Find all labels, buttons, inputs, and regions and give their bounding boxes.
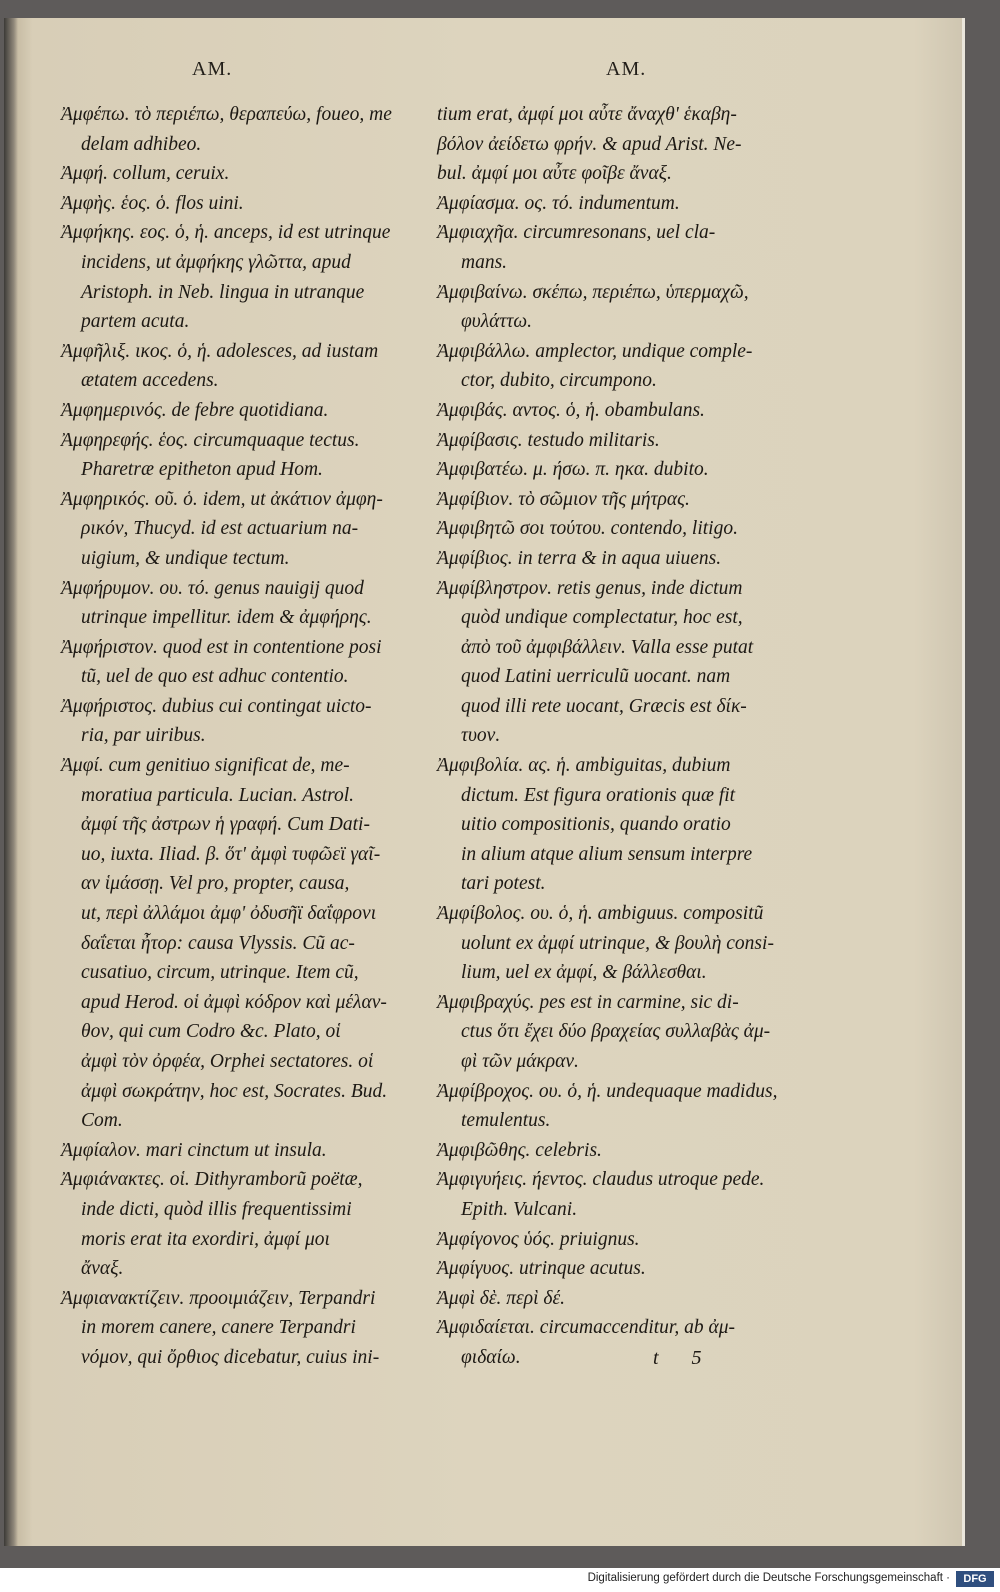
text-line: Ἀμφιβολία. ας. ἡ. ambiguitas, dubium <box>437 755 731 777</box>
text-line: Ἀμφί. cum genitiuo significat de, me- <box>61 755 350 777</box>
text-line: quod Latini uerriculũ uocant. nam <box>461 666 731 688</box>
text-line: ἀμφὶ τὸν ὀρφέα, Orphei sectatores. οἱ <box>81 1051 374 1072</box>
text-line: ut, περὶ ἀλλάμοι ἀμφ' ὀδυσῆϊ δαΐφρονι <box>81 903 377 925</box>
text-line: uo, iuxta. Iliad. β. ὅτ' ἀμφὶ τυφῶεϊ γαῖ- <box>81 843 381 865</box>
text-line: uigium, & undique tectum. <box>81 547 290 569</box>
text-line: Ἀμφηρεφής. ἑος. circumquaque tectus. <box>61 429 360 451</box>
text-line: δαΐεται ἦτορ: causa Vlyssis. Cũ ac- <box>81 932 355 954</box>
text-line: Ἀμφιάνακτες. οἱ. Dithyramborũ poëtæ, <box>61 1169 363 1191</box>
funding-notice: Digitalisierung gefördert durch die Deutsche Forschungsgemeinschaft · <box>587 1572 950 1584</box>
text-line: Ἀμφή. collum, ceruix. <box>61 163 230 185</box>
text-line: νόμον, qui ὄρθιος dicebatur, cuius ini- <box>81 1346 380 1368</box>
text-line: Ἀμφιβάς. αντος. ὁ, ἡ. obambulans. <box>437 399 705 421</box>
text-line: temulentus. <box>461 1110 551 1132</box>
text-line: lium, uel ex ἀμφί, & βάλλεσθαι. <box>461 962 707 984</box>
text-line: Ἀμφέπω. τὸ περιέπω, θεραπεύω, foueo, me <box>61 104 392 125</box>
text-line: in morem canere, canere Terpandri <box>81 1317 356 1339</box>
text-line: Ἀμφιβάλλω. amplector, undique comple- <box>437 340 753 362</box>
text-line: ἄναξ. <box>81 1258 124 1280</box>
text-line: Ἀμφιγυήεις. ήεντος. claudus utroque pede. <box>437 1169 765 1191</box>
text-line: partem acuta. <box>81 311 190 333</box>
text-line: Ἀμφήριστον. quod est in contentione posi <box>61 636 382 658</box>
right-column <box>437 100 777 1373</box>
text-line: Ἀμφιαχῆα. circumresonans, uel cla- <box>437 222 716 244</box>
text-line: Ἀμφιανακτίζειν. προοιμιάζειν, Terpandri <box>61 1287 376 1309</box>
text-line: Ἀμφιβατέω. μ. ήσω. π. ηκα. dubito. <box>437 459 709 481</box>
text-line: Epith. Vulcani. <box>461 1198 578 1220</box>
text-line: ρικόν, Thucyd. id est actuarium na- <box>81 518 359 540</box>
text-line: Ἀμφίβιος. in terra & in aqua uiuens. <box>437 547 722 569</box>
text-line: θον, qui cum Codro &c. Plato, οἱ <box>81 1021 341 1043</box>
text-line: ἀμφὶ σωκράτην, hoc est, Socrates. Bud. <box>81 1080 388 1102</box>
text-line: φυλάττω. <box>461 311 533 333</box>
text-line: uolunt ex ἀμφί utrinque, & βουλὴ consi- <box>461 932 774 954</box>
footer-bar <box>0 1568 1000 1592</box>
text-line: ἀμφί τῆς ἀστρων ἡ γραφή. Cum Dati- <box>81 814 370 836</box>
text-line: dictum. Est figura orationis quæ fit <box>461 784 736 806</box>
text-line: αν ἱμάσσῃ. Vel pro, propter, causa, <box>81 873 350 895</box>
text-line: Ἀμφιβῶθης. celebris. <box>437 1139 602 1161</box>
text-line: Ἀμφίβιον. τὸ σῶμιον τῆς μήτρας. <box>437 488 690 510</box>
text-line: Ἀμφίβασις. testudo militaris. <box>437 429 660 451</box>
text-line: Ἀμφίγυος. utrinque acutus. <box>437 1258 646 1280</box>
text-line: quòd undique complectatur, hoc est, <box>461 607 743 629</box>
text-line: Ἀμφίβροχος. ου. ὁ, ἡ. undequaque madidus, <box>437 1080 778 1102</box>
text-line: φὶ τῶν μάκραν. <box>461 1051 579 1072</box>
text-line: Ἀμφηρικός. οῦ. ὁ. idem, ut ἀκάτιον ἀμφη- <box>61 488 383 510</box>
text-line: Ἀμφὶ δὲ. περὶ δέ. <box>437 1287 566 1309</box>
text-line: apud Herod. οἱ ἀμφὶ κόδρον καὶ μέλαν- <box>81 991 387 1013</box>
text-line: Ἀμφίβολος. ου. ὁ, ἡ. ambiguus. compositũ <box>437 903 764 925</box>
text-line: Ἀμφιδαίεται. circumaccenditur, ab ἀμ- <box>437 1317 735 1339</box>
text-line: inde dicti, quòd illis frequentissimi <box>81 1198 352 1220</box>
text-line: Ἀμφημερινός. de febre quotidiana. <box>61 399 329 421</box>
text-line: Ἀμφήριστος. dubius cui contingat uicto- <box>61 695 372 717</box>
signature-mark: t 5 <box>653 1347 716 1369</box>
text-line: incidens, ut ἀμφήκης γλῶττα, apud <box>81 251 351 273</box>
page-gutter <box>4 18 18 1546</box>
text-line: Ἀμφήκης. εος. ὁ, ἡ. anceps, id est utrinque <box>61 222 391 244</box>
text-line: φιδαίω. <box>461 1346 521 1368</box>
text-line: Ἀμφιβαίνω. σκέπω, περιέπω, ὑπερμαχῶ, <box>437 281 749 303</box>
text-line: in alium atque alium sensum interpre <box>461 843 753 865</box>
text-line: Com. <box>81 1110 123 1132</box>
text-line: moratiua particula. Lucian. Astrol. <box>81 784 355 806</box>
text-line: Ἀμφίασμα. ος. τό. indumentum. <box>437 192 680 214</box>
text-line: tũ, uel de quo est adhuc contentio. <box>81 666 349 688</box>
dfg-logo: DFG <box>956 1571 994 1587</box>
text-line: tari potest. <box>461 873 546 895</box>
text-line: Ἀμφήρυμον. ου. τό. genus nauigij quod <box>61 577 364 599</box>
text-line: cusatiuo, circum, utrinque. Item cũ, <box>81 962 359 984</box>
text-line: bul. ἀμφί μοι αὖτε φοῖβε ἄναξ. <box>437 163 672 185</box>
text-line: Pharetræ epitheton apud Hom. <box>81 459 323 481</box>
text-line: ætatem accedens. <box>81 370 219 392</box>
text-line: τυον. <box>461 725 501 747</box>
text-line: utrinque impellitur. idem & ἀμφήρης. <box>81 607 372 629</box>
running-head-left: AM. <box>192 58 233 80</box>
text-line: tium erat, ἀμφί μοι αὖτε ἄναχθ' ἑκαβη- <box>437 104 737 125</box>
text-line: Ἀμφίαλον. mari cinctum ut insula. <box>61 1139 327 1161</box>
text-line: ria, par uiribus. <box>81 725 206 747</box>
text-line: ctor, dubito, circumpono. <box>461 370 657 392</box>
text-line: ctus ὅτι ἔχει δύο βραχείας συλλαβὰς ἀμ- <box>461 1021 771 1043</box>
text-line: Ἀμφῆλιξ. ικος. ὁ, ἡ. adolesces, ad iustam <box>61 340 379 362</box>
text-line: delam adhibeo. <box>81 133 202 155</box>
text-line: ἀπὸ τοῦ ἀμφιβάλλειν. Valla esse putat <box>461 636 754 658</box>
running-head-right: AM. <box>606 58 647 80</box>
text-line: moris erat ita exordiri, ἀμφί μοι <box>81 1228 330 1250</box>
text-line: βόλον ἀείδετω φρήν. & apud Arist. Ne- <box>437 133 742 155</box>
text-line: Aristoph. in Neb. lingua in utranque <box>81 281 365 303</box>
text-line: Ἀμφίβληστρον. retis genus, inde dictum <box>437 577 743 599</box>
text-line: mans. <box>461 251 508 273</box>
text-line: uitio compositionis, quando oratio <box>461 814 731 836</box>
text-line: Ἀμφιβητῶ σοι τούτου. contendo, litigo. <box>437 518 738 540</box>
text-line: Ἀμφιβραχύς. pes est in carmine, sic di- <box>437 991 739 1013</box>
text-line: Ἀμφὴς. ἑος. ὁ. flos uini. <box>61 192 244 214</box>
text-line: quod illi rete uocant, Græcis est δίκ- <box>461 695 747 717</box>
text-line: Ἀμφίγονος ὑός. priuignus. <box>437 1228 640 1250</box>
left-column <box>61 100 401 1373</box>
